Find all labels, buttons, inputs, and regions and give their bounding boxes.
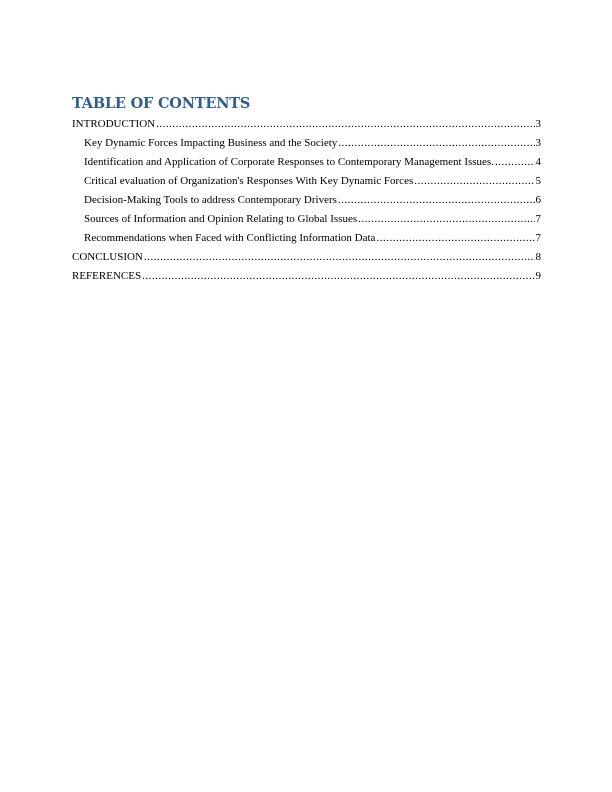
toc-dot-leader	[414, 175, 534, 188]
toc-entry-title: INTRODUCTION	[72, 118, 156, 130]
toc-dot-leader	[338, 137, 534, 150]
toc-entry-title: Identification and Application of Corporate Responses to Contemporary Management Issues.	[84, 156, 494, 168]
toc-entry-recommendations[interactable]	[72, 232, 541, 251]
toc-dot-leader	[338, 194, 535, 207]
toc-entry-corporate-responses[interactable]	[72, 156, 541, 175]
toc-page-number: 7	[535, 232, 541, 244]
toc-page-number: 9	[535, 270, 541, 282]
toc-page-number: 3	[535, 137, 541, 149]
toc-entry-conclusion[interactable]	[72, 251, 541, 270]
toc-entry-references[interactable]	[72, 270, 541, 289]
toc-dot-leader	[144, 251, 535, 264]
toc-entry-title: Key Dynamic Forces Impacting Business and the Society	[84, 137, 338, 149]
toc-dot-leader	[376, 232, 534, 245]
toc-page-number: 6	[535, 194, 541, 206]
toc-entry-key-dynamic-forces[interactable]	[72, 137, 541, 156]
toc-entry-title: Critical evaluation of Organization's Responses With Key Dynamic Forces	[84, 175, 414, 187]
toc-dot-leader	[142, 270, 534, 283]
toc-entry-sources-of-information[interactable]	[72, 213, 541, 232]
toc-entry-title: Recommendations when Faced with Conflicting Information Data	[84, 232, 376, 244]
toc-page-number: 4	[535, 156, 541, 168]
toc-list	[72, 118, 541, 289]
toc-entry-introduction[interactable]	[72, 118, 541, 137]
toc-page-number: 5	[535, 175, 541, 187]
toc-entry-title: Sources of Information and Opinion Relating to Global Issues	[84, 213, 358, 225]
toc-entry-title: Decision-Making Tools to address Contemporary Drivers	[84, 194, 337, 206]
toc-dot-leader	[495, 156, 535, 169]
toc-entry-title: REFERENCES	[72, 270, 142, 282]
toc-entry-decision-making-tools[interactable]	[72, 194, 541, 213]
toc-page-number: 8	[535, 251, 541, 263]
toc-dot-leader	[156, 118, 534, 131]
toc-heading: TABLE OF CONTENTS	[72, 95, 251, 112]
toc-entry-critical-evaluation[interactable]	[72, 175, 541, 194]
toc-page-number: 7	[535, 213, 541, 225]
toc-dot-leader	[358, 213, 534, 226]
toc-page-number: 3	[535, 118, 541, 130]
toc-entry-title: CONCLUSION	[72, 251, 143, 263]
